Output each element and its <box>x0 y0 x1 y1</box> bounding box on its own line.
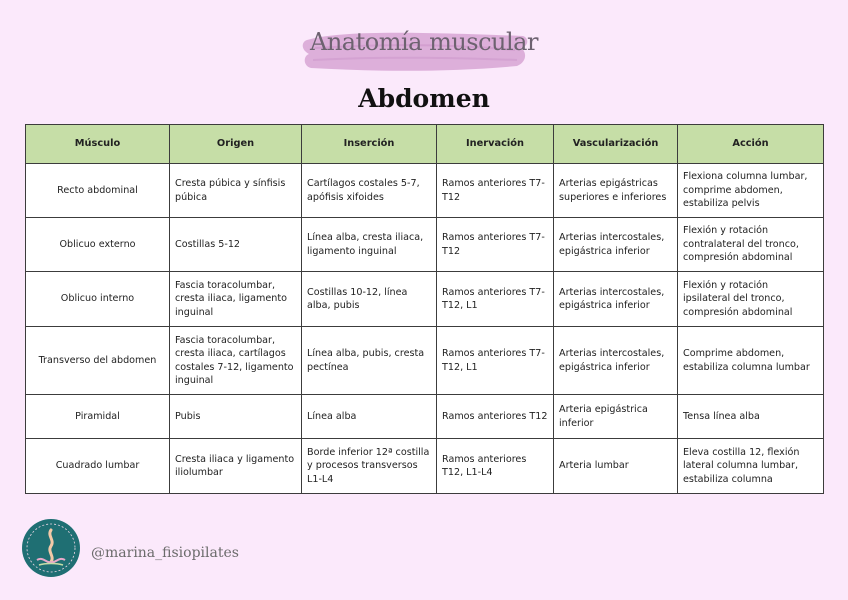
table-cell: Línea alba, cresta iliaca, ligamento inguinal <box>302 218 437 272</box>
section-title: Abdomen <box>358 84 490 113</box>
page-title: Anatomía muscular <box>310 28 538 56</box>
table-cell: Transverso del abdomen <box>26 327 170 395</box>
table-cell: Flexión y rotación ipsilateral del tronco, compresión abdominal <box>678 272 824 327</box>
table-cell: Línea alba <box>302 395 437 439</box>
table-cell: Ramos anteriores T7-T12 <box>437 164 554 218</box>
column-header: Inserción <box>302 125 437 164</box>
social-handle: @marina_fisiopilates <box>91 545 239 561</box>
table-cell: Flexiona columna lumbar, comprime abdomen, estabiliza pelvis <box>678 164 824 218</box>
table-cell: Arteria epigástrica inferior <box>554 395 678 439</box>
table-cell: Borde inferior 12ª costilla y procesos transversos L1-L4 <box>302 439 437 494</box>
table-cell: Ramos anteriores T7-T12 <box>437 218 554 272</box>
table-row <box>26 164 824 218</box>
title-banner <box>0 18 848 80</box>
table-cell: Pubis <box>170 395 302 439</box>
table-cell: Fascia toracolumbar, cresta iliaca, cartílagos costales 7-12, ligamento inguinal <box>170 327 302 395</box>
table-cell: Flexión y rotación contralateral del tronco, compresión abdominal <box>678 218 824 272</box>
table-cell: Fascia toracolumbar, cresta iliaca, ligamento inguinal <box>170 272 302 327</box>
table-cell: Arteria lumbar <box>554 439 678 494</box>
table-row <box>26 327 824 395</box>
brand-logo-icon <box>21 518 81 578</box>
table-cell: Costillas 10-12, línea alba, pubis <box>302 272 437 327</box>
muscle-table <box>25 124 824 494</box>
table-cell: Tensa línea alba <box>678 395 824 439</box>
table-cell: Cuadrado lumbar <box>26 439 170 494</box>
table-cell: Cartílagos costales 5-7, apófisis xifoides <box>302 164 437 218</box>
table-row <box>26 439 824 494</box>
table-cell: Arterias intercostales, epigástrica inferior <box>554 272 678 327</box>
column-header: Músculo <box>26 125 170 164</box>
table-cell: Ramos anteriores T12 <box>437 395 554 439</box>
table-cell: Arterias epigástricas superiores e inferiores <box>554 164 678 218</box>
table-cell: Recto abdominal <box>26 164 170 218</box>
table-cell: Oblicuo externo <box>26 218 170 272</box>
column-header: Origen <box>170 125 302 164</box>
table-cell: Oblicuo interno <box>26 272 170 327</box>
table-row <box>26 218 824 272</box>
table-cell: Eleva costilla 12, flexión lateral columna lumbar, estabiliza columna <box>678 439 824 494</box>
table-cell: Cresta púbica y sínfisis púbica <box>170 164 302 218</box>
table-cell: Arterias intercostales, epigástrica inferior <box>554 218 678 272</box>
table-cell: Comprime abdomen, estabiliza columna lumbar <box>678 327 824 395</box>
table-row <box>26 272 824 327</box>
table-cell: Ramos anteriores T12, L1-L4 <box>437 439 554 494</box>
table-header-row <box>26 125 824 164</box>
table-cell: Ramos anteriores T7-T12, L1 <box>437 327 554 395</box>
table-cell: Ramos anteriores T7-T12, L1 <box>437 272 554 327</box>
column-header: Acción <box>678 125 824 164</box>
table-cell: Cresta iliaca y ligamento iliolumbar <box>170 439 302 494</box>
table-row <box>26 395 824 439</box>
column-header: Vascularización <box>554 125 678 164</box>
table-cell: Línea alba, pubis, cresta pectínea <box>302 327 437 395</box>
table-cell: Arterias intercostales, epigástrica inferior <box>554 327 678 395</box>
table-cell: Piramidal <box>26 395 170 439</box>
table-cell: Costillas 5-12 <box>170 218 302 272</box>
column-header: Inervación <box>437 125 554 164</box>
